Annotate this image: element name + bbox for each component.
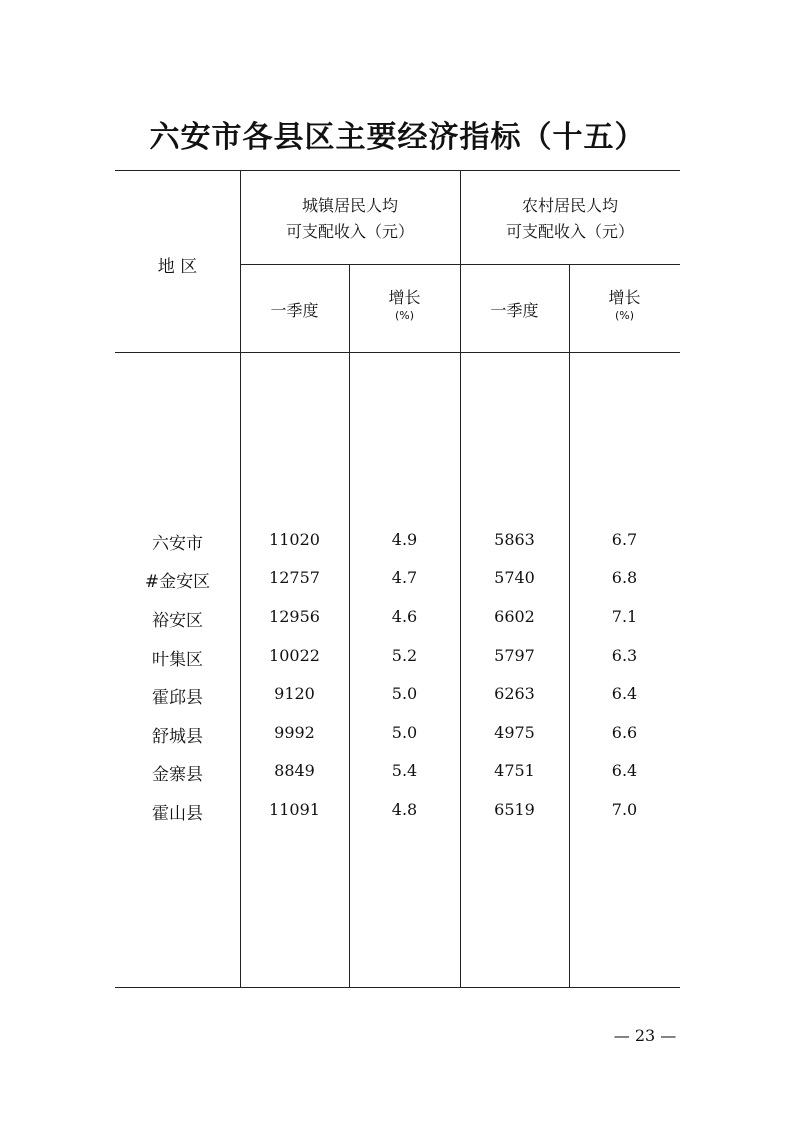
urban-growth: 5.0 xyxy=(391,723,418,742)
rural-income: 6602 xyxy=(494,607,535,626)
header-urban-growth xyxy=(349,287,460,323)
urban-income: 12757 xyxy=(269,568,320,587)
table-top-rule xyxy=(115,170,680,171)
header-rural-growth-label: 增长 xyxy=(608,288,641,307)
header-rural-line1: 农村居民人均 xyxy=(521,196,618,215)
rural-growth: 6.8 xyxy=(611,568,638,587)
rural-growth: 6.7 xyxy=(611,530,638,549)
header-rural-group xyxy=(460,193,680,245)
rural-income: 6519 xyxy=(494,800,535,819)
rural-growth: 6.6 xyxy=(611,723,638,742)
rural-income: 5863 xyxy=(494,530,535,549)
header-rural-line2: 可支配收入（元） xyxy=(505,222,634,241)
page-title: 六安市各县区主要经济指标（十五） xyxy=(149,120,646,155)
row-name: 舒城县 xyxy=(152,727,203,747)
header-rural-q1: 一季度 xyxy=(490,301,539,320)
urban-income: 9992 xyxy=(274,723,315,742)
rural-growth: 6.3 xyxy=(611,646,638,665)
urban-income: 8849 xyxy=(274,761,315,780)
header-urban-growth-label: 增长 xyxy=(388,288,421,307)
rural-income: 6263 xyxy=(494,684,535,703)
header-rural-growth-unit: (%) xyxy=(614,309,635,322)
rural-growth: 7.0 xyxy=(611,800,638,819)
header-region: 地 区 xyxy=(157,257,198,277)
header-urban-line2: 可支配收入（元） xyxy=(285,222,414,241)
header-rural-growth xyxy=(569,287,680,323)
urban-growth: 5.4 xyxy=(391,761,418,780)
header-urban-growth-unit: (%) xyxy=(394,309,415,322)
urban-growth: 4.8 xyxy=(391,800,418,819)
rural-growth: 7.1 xyxy=(611,607,638,626)
urban-growth: 4.7 xyxy=(391,568,418,587)
rural-income: 5740 xyxy=(494,568,535,587)
table-bottom-rule xyxy=(115,987,680,988)
urban-income: 11091 xyxy=(269,800,320,819)
urban-growth: 4.9 xyxy=(391,530,418,549)
rural-growth: 6.4 xyxy=(611,761,638,780)
header-urban-line1: 城镇居民人均 xyxy=(301,196,398,215)
urban-growth: 5.0 xyxy=(391,684,418,703)
row-name: 金寨县 xyxy=(152,765,203,785)
page-number: — 23 — xyxy=(613,1026,677,1045)
urban-income: 9120 xyxy=(274,684,315,703)
row-name: #金安区 xyxy=(144,572,211,592)
row-name: 六安市 xyxy=(152,534,203,554)
rural-growth: 6.4 xyxy=(611,684,638,703)
urban-growth: 5.2 xyxy=(391,646,418,665)
urban-income: 12956 xyxy=(269,607,320,626)
row-name: 裕安区 xyxy=(152,611,203,631)
row-name: 霍山县 xyxy=(152,804,203,824)
header-urban-group xyxy=(240,193,460,245)
row-name: 霍邱县 xyxy=(152,688,203,708)
row-name: 叶集区 xyxy=(152,650,203,670)
rural-income: 5797 xyxy=(494,646,535,665)
rural-income: 4751 xyxy=(494,761,535,780)
urban-growth: 4.6 xyxy=(391,607,418,626)
urban-income: 10022 xyxy=(269,646,320,665)
header-bottom-rule xyxy=(115,352,680,353)
rural-income: 4975 xyxy=(494,723,535,742)
header-urban-q1: 一季度 xyxy=(270,301,319,320)
urban-income: 11020 xyxy=(269,530,320,549)
